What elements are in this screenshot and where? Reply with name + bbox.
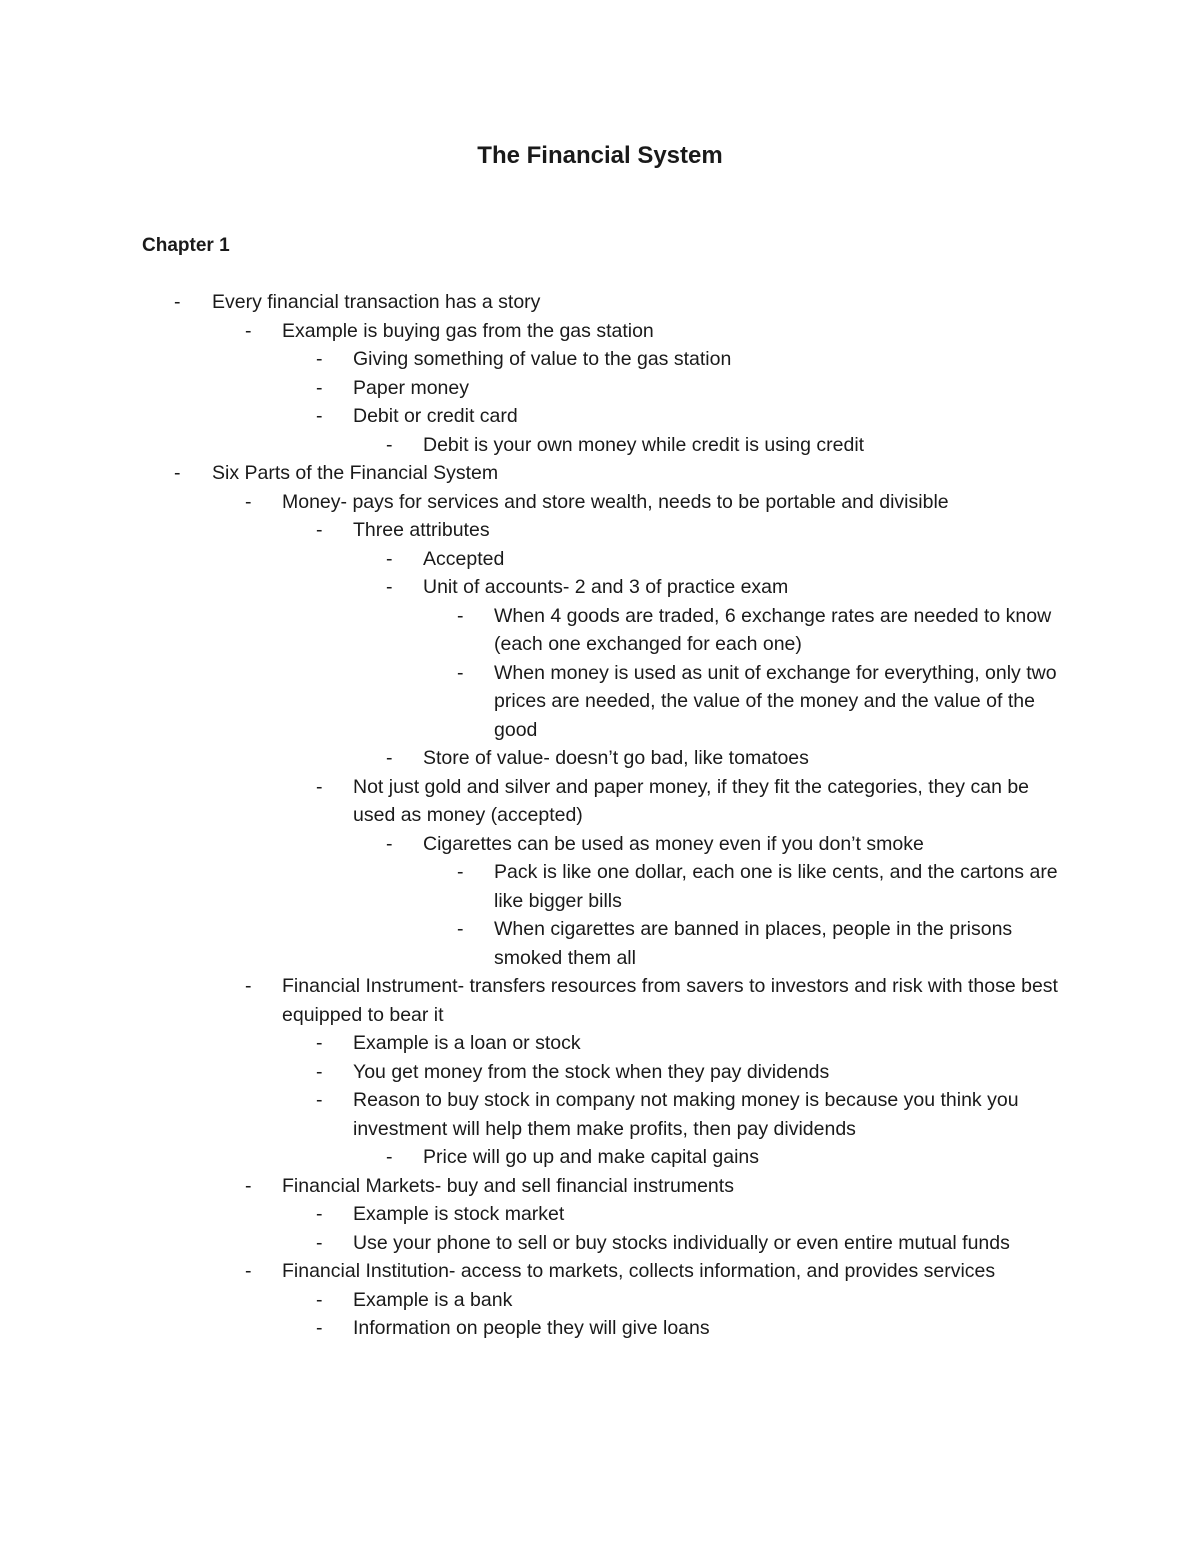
bullet-dash: - xyxy=(316,1288,323,1311)
bullet-dash: - xyxy=(316,519,323,541)
bullet-dash: - xyxy=(386,576,393,598)
outline-item xyxy=(0,431,1200,460)
outline-item-text: Debit is your own money while credit is using credit xyxy=(423,433,865,456)
outline-item xyxy=(0,459,1200,488)
outline-item-text: Financial Instrument- transfers resources from savers to investors and risk with those best equipped to bear it xyxy=(282,975,1058,1026)
outline-item-text: Price will go up and make capital gains xyxy=(423,1146,760,1168)
outline-item-text: Money- pays for services and store wealth, needs to be portable and divisible xyxy=(282,490,949,513)
bullet-dash: - xyxy=(386,547,393,570)
outline-item xyxy=(0,1029,1200,1058)
outline-item xyxy=(0,858,1200,915)
document-title: The Financial System xyxy=(477,142,723,169)
bullet-dash: - xyxy=(386,1146,393,1168)
bullet-dash: - xyxy=(457,861,464,883)
outline-item-text: Unit of accounts- 2 and 3 of practice exam xyxy=(423,576,789,598)
outline-item xyxy=(0,1314,1200,1343)
bullet-dash: - xyxy=(316,1231,323,1254)
outline-item xyxy=(0,1058,1200,1087)
bullet-dash: - xyxy=(174,462,181,484)
outline-item-text: Paper money xyxy=(353,376,469,399)
chapter-heading: Chapter 1 xyxy=(142,235,230,256)
outline-item xyxy=(0,374,1200,403)
outline-item xyxy=(0,345,1200,374)
bullet-dash: - xyxy=(174,291,181,313)
outline-item-text: Six Parts of the Financial System xyxy=(212,462,499,484)
outline-item xyxy=(0,402,1200,431)
outline-item xyxy=(0,972,1200,1029)
bullet-dash: - xyxy=(245,1174,252,1197)
outline-item xyxy=(0,1286,1200,1315)
bullet-dash: - xyxy=(316,1060,323,1083)
bullet-dash: - xyxy=(457,918,464,940)
bullet-dash: - xyxy=(386,832,393,855)
bullet-dash: - xyxy=(245,490,252,513)
bullet-dash: - xyxy=(316,376,323,399)
outline-item-text: Information on people they will give loans xyxy=(353,1317,710,1339)
outline-item-text: Example is stock market xyxy=(353,1203,565,1225)
outline-item-text: Accepted xyxy=(423,547,505,570)
bullet-outline xyxy=(0,288,1200,1343)
outline-item xyxy=(0,1172,1200,1201)
outline-item-text: Not just gold and silver and paper money, if they fit the categories, they can be used as money (accepted) xyxy=(353,775,1030,826)
outline-item xyxy=(0,1229,1200,1258)
outline-item xyxy=(0,659,1200,745)
outline-item-text: Cigarettes can be used as money even if you don’t smoke xyxy=(423,832,924,855)
bullet-dash: - xyxy=(245,319,252,342)
outline-item xyxy=(0,1143,1200,1172)
outline-item-text: Example is a bank xyxy=(353,1288,513,1311)
outline-item-text: When money is used as unit of exchange for everything, only two prices are needed, the value of the money and the value of the good xyxy=(494,661,1057,741)
bullet-dash: - xyxy=(457,604,464,627)
outline-item xyxy=(0,488,1200,517)
outline-item-text: Debit or credit card xyxy=(353,405,518,427)
outline-item-text: Pack is like one dollar, each one is like cents, and the cartons are like bigger bills xyxy=(494,861,1058,912)
outline-item xyxy=(0,317,1200,346)
bullet-dash: - xyxy=(457,661,464,684)
bullet-dash: - xyxy=(316,405,323,427)
outline-item xyxy=(0,830,1200,859)
outline-item-text: Financial Markets- buy and sell financial instruments xyxy=(282,1174,734,1197)
bullet-dash: - xyxy=(316,348,323,370)
outline-item-text: Reason to buy stock in company not making money is because you think you investment will help them make profits, then pay dividends xyxy=(353,1089,1019,1140)
outline-item-text: Every financial transaction has a story xyxy=(212,291,541,313)
outline-item xyxy=(0,602,1200,659)
outline-item xyxy=(0,773,1200,830)
outline-item-text: Example is a loan or stock xyxy=(353,1032,581,1054)
outline-item-text: When 4 goods are traded, 6 exchange rates are needed to know (each one exchanged for each one) xyxy=(494,604,1052,655)
bullet-dash: - xyxy=(316,1317,323,1339)
bullet-dash: - xyxy=(316,1203,323,1225)
bullet-dash: - xyxy=(245,1260,252,1282)
outline-item xyxy=(0,744,1200,773)
bullet-dash: - xyxy=(316,775,323,798)
outline-item xyxy=(0,1257,1200,1286)
outline-item xyxy=(0,288,1200,317)
bullet-dash: - xyxy=(386,433,393,456)
outline-item xyxy=(0,573,1200,602)
outline-item-text: When cigarettes are banned in places, people in the prisons smoked them all xyxy=(494,918,1013,969)
outline-item xyxy=(0,1086,1200,1143)
outline-item xyxy=(0,545,1200,574)
outline-item-text: Store of value- doesn’t go bad, like tomatoes xyxy=(423,747,809,769)
outline-item xyxy=(0,516,1200,545)
outline-item-text: Three attributes xyxy=(353,519,490,541)
outline-item-text: Financial Institution- access to markets, collects information, and provides services xyxy=(282,1260,996,1282)
outline-item-text: Example is buying gas from the gas station xyxy=(282,319,654,342)
outline-item-text: Giving something of value to the gas station xyxy=(353,348,732,370)
bullet-dash: - xyxy=(386,747,393,769)
bullet-dash: - xyxy=(316,1089,323,1111)
outline-item xyxy=(0,1200,1200,1229)
outline-item-text: Use your phone to sell or buy stocks individually or even entire mutual funds xyxy=(353,1231,1010,1254)
bullet-dash: - xyxy=(245,975,252,997)
bullet-dash: - xyxy=(316,1032,323,1054)
outline-item xyxy=(0,915,1200,972)
outline-item-text: You get money from the stock when they pay dividends xyxy=(353,1060,830,1083)
